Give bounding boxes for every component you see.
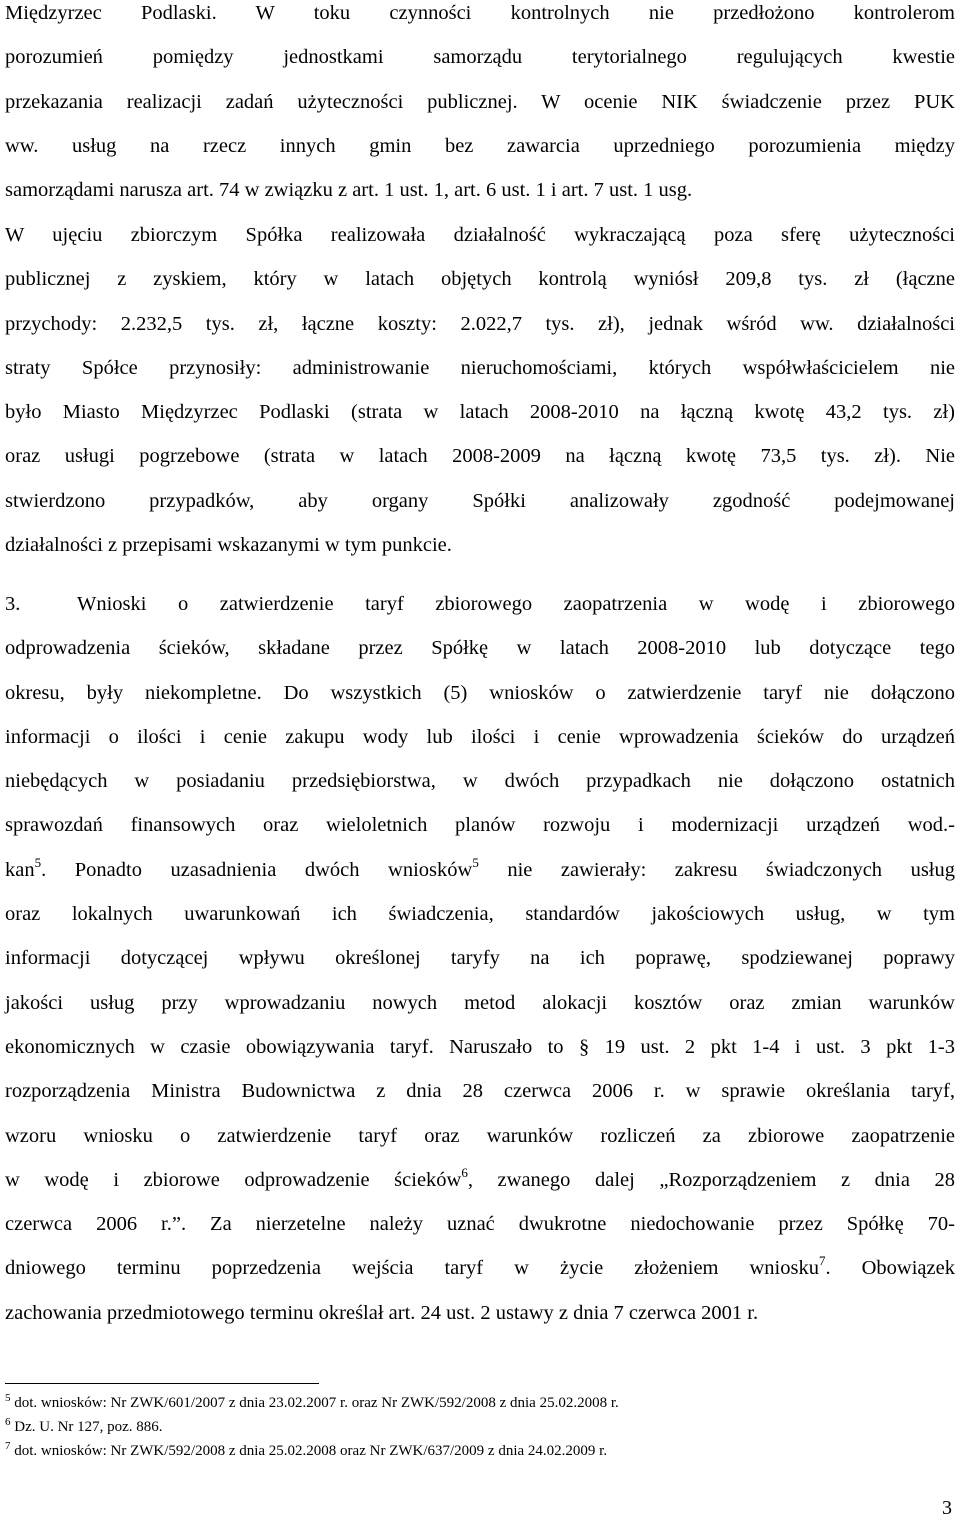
text-line: wzoru wniosku o zatwierdzenie taryf oraz warunków rozliczeń za zbiorowe zaopatrzenie xyxy=(5,1124,955,1147)
text-line xyxy=(5,1164,956,1211)
text-line: oraz lokalnych uwarunkowań ich świadczenia, standardów jakościowych usług, w tym xyxy=(5,903,955,926)
text-line: zachowania przedmiotowego terminu określał art. 24 ust. 2 ustawy z dnia 7 czerwca 2001 r. xyxy=(5,1301,759,1324)
paragraph-3 xyxy=(5,591,955,1344)
footnote-5 xyxy=(5,1394,955,1413)
footnote-ref: 5 xyxy=(34,854,42,870)
text-line: okresu, były niekompletne. Do wszystkich (5) wniosków o zatwierdzenie taryf nie dołączono xyxy=(5,681,955,704)
footnote-mark: 5 xyxy=(5,1392,11,1404)
text-line: odprowadzenia ścieków, składane przez Spółkę w latach 2008-2010 lub dotyczące tego xyxy=(5,637,955,660)
footnote-ref: 7 xyxy=(818,1253,826,1269)
page-number: 3 xyxy=(942,1497,952,1519)
point-number: 3. xyxy=(5,593,21,615)
text-line: rozporządzenia Ministra Budownictwa z dnia 28 czerwca 2006 r. w sprawie określania taryf, xyxy=(5,1080,955,1103)
text-line: Międzyrzec Podlaski. W toku czynności kontrolnych nie przedłożono kontrolerom xyxy=(5,2,955,24)
text-line: W ujęciu zbiorczym Spółka realizowała działalność wykraczającą poza sferę użyteczności xyxy=(5,224,955,246)
footnote-ref: 6 xyxy=(461,1164,468,1180)
text-line: samorządami narusza art. 74 w związku z art. 1 ust. 1, art. 6 ust. 1 i art. 7 ust. 1 usg. xyxy=(5,179,693,202)
paragraph-1 xyxy=(5,0,955,221)
text-segment: w wodę i zbiorowe odprowadzenie ścieków xyxy=(5,1168,462,1191)
text-segment: kan xyxy=(5,858,35,881)
footnote-text: dot. wniosków: Nr ZWK/601/2007 z dnia 23.02.2007 r. oraz Nr ZWK/592/2008 z dnia 25.02.2008 r. xyxy=(10,1395,619,1411)
text-line: stwierdzono przypadków, aby organy Spółki analizowały zgodność podejmowanej xyxy=(5,489,955,512)
text-line: jakości usług przy wprowadzaniu nowych metod alokacji kosztów oraz zmian warunków xyxy=(5,991,955,1014)
text-line: informacji dotyczącej wpływu określonej taryfy na ich poprawę, spodziewanej poprawy xyxy=(5,947,955,970)
text-line: publicznej z zyskiem, który w latach objętych kontrolą wyniósł 209,8 tys. zł (łączne xyxy=(5,268,955,291)
footnote-text: Dz. U. Nr 127, poz. 886. xyxy=(10,1419,163,1435)
text-line xyxy=(5,591,955,635)
text-line xyxy=(5,854,955,901)
text-segment: . Obowiązek xyxy=(825,1257,955,1280)
text-segment: nie zawierały: zakresu świadczonych usług xyxy=(478,858,955,881)
text-line: ekonomicznych w czasie obowiązywania taryf. Naruszało to § 19 ust. 2 pkt 1-4 i ust. 3 pkt 1-3 xyxy=(5,1035,955,1058)
text-line: było Miasto Międzyrzec Podlaski (strata w latach 2008-2010 na łączną kwotę 43,2 tys. zł) xyxy=(5,401,955,424)
text-line: oraz usługi pogrzebowe (strata w latach 2008-2009 na łączną kwotę 73,5 tys. zł). Nie xyxy=(5,445,955,468)
text-line: przychody: 2.232,5 tys. zł, łączne koszty: 2.022,7 tys. zł), jednak wśród ww. działalności xyxy=(5,312,955,335)
footnote-text: dot. wniosków: Nr ZWK/592/2008 z dnia 25.02.2008 oraz Nr ZWK/637/2009 z dnia 24.02.2009 r. xyxy=(10,1443,608,1459)
footnote-mark: 7 xyxy=(5,1440,11,1452)
footnote-ref: 5 xyxy=(472,854,479,870)
text-line xyxy=(5,1255,955,1299)
text-line: straty Spółce przynosiły: administrowanie nieruchomościami, których współwłaścicielem nie xyxy=(5,356,955,379)
footnote-6 xyxy=(5,1418,955,1437)
text-line: informacji o ilości i cenie zakupu wody lub ilości i cenie wprowadzenia ścieków do urządzeń xyxy=(5,725,955,748)
text-segment: . Ponadto uzasadnienia dwóch wniosków xyxy=(41,858,473,881)
text-line: przekazania realizacji zadań użyteczności publicznej. W ocenie NIK świadczenie przez PUK xyxy=(5,90,955,113)
footnote-mark: 6 xyxy=(5,1416,11,1428)
text-line: niebędących w posiadaniu przedsiębiorstwa, w dwóch przypadkach nie dołączono ostatnich xyxy=(5,770,955,793)
footnote-separator xyxy=(5,1383,319,1384)
text-line: działalności z przepisami wskazanymi w tym punkcie. xyxy=(5,534,452,557)
paragraph-2 xyxy=(5,222,955,576)
text-line: ww. usług na rzecz innych gmin bez zawarcia uprzedniego porozumienia między xyxy=(5,134,955,157)
text-segment: Wnioski o zatwierdzenie taryf zbiorowego zaopatrzenia w wodę i zbiorowego xyxy=(77,593,955,615)
text-segment: , zwanego dalej „Rozporządzeniem z dnia 28 xyxy=(467,1168,956,1191)
text-line: sprawozdań finansowych oraz wieloletnich planów rozwoju i modernizacji urządzeń wod.- xyxy=(5,814,955,837)
text-line: porozumień pomiędzy jednostkami samorządu terytorialnego regulujących kwestie xyxy=(5,46,955,69)
text-segment: dniowego terminu poprzedzenia wejścia taryf w życie złożeniem wniosku xyxy=(5,1257,819,1280)
text-line: czerwca 2006 r.”. Za nierzetelne należy uznać dwukrotne niedochowanie przez Spółkę 70- xyxy=(5,1213,955,1236)
footnote-7 xyxy=(5,1442,955,1461)
